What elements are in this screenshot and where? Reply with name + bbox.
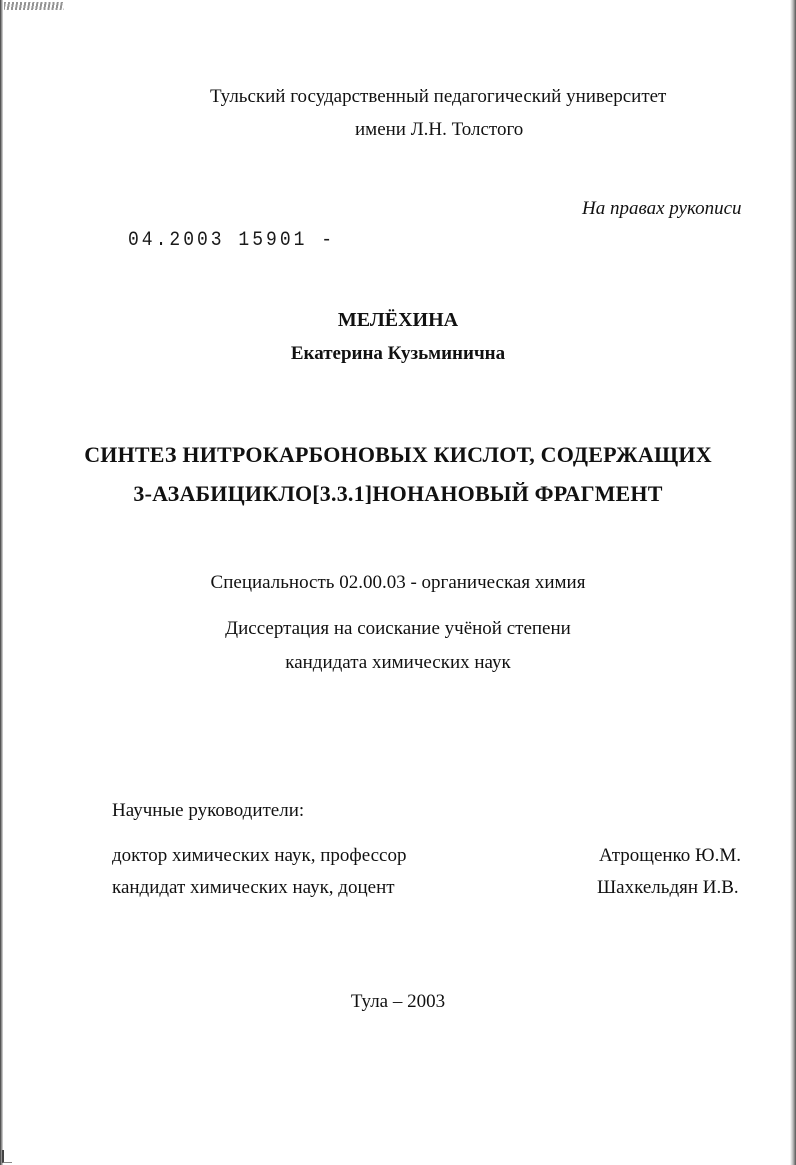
university-named-after: имени Л.Н. Толстого	[355, 119, 524, 140]
place-and-year: Тула – 2003	[350, 991, 446, 1012]
supervisor-name: Атрощенко Ю.М.	[599, 845, 741, 866]
thesis-title-line-1: СИНТЕЗ НИТРОКАРБОНОВЫХ КИСЛОТ, СОДЕРЖАЩИХ	[84, 442, 712, 467]
supervisor-position: доктор химических наук, профессор	[112, 845, 407, 866]
scan-artifact-top	[4, 2, 64, 10]
supervisor-position: кандидат химических наук, доцент	[112, 877, 395, 898]
supervisor-name: Шахкельдян И.В.	[597, 877, 739, 898]
specialty: Специальность 02.00.03 - органическая химия	[210, 572, 586, 593]
supervisors-heading: Научные руководители:	[112, 800, 305, 821]
degree-line-1: Диссертация на соискание учёной степени	[225, 618, 571, 639]
university-name: Тульский государственный педагогический университет	[210, 86, 667, 107]
author-surname: МЕЛЁХИНА	[337, 309, 459, 331]
author-given-names: Екатерина Кузьминична	[290, 343, 506, 364]
scan-artifact-bottom	[2, 1150, 12, 1163]
degree-line-2: кандидата химических наук	[285, 652, 511, 673]
registration-stamp: 04.2003 15901 -	[128, 229, 336, 252]
thesis-title-line-2: 3-АЗАБИЦИКЛО[3.3.1]НОНАНОВЫЙ ФРАГМЕНТ	[133, 481, 663, 506]
manuscript-note: На правах рукописи	[582, 198, 742, 219]
